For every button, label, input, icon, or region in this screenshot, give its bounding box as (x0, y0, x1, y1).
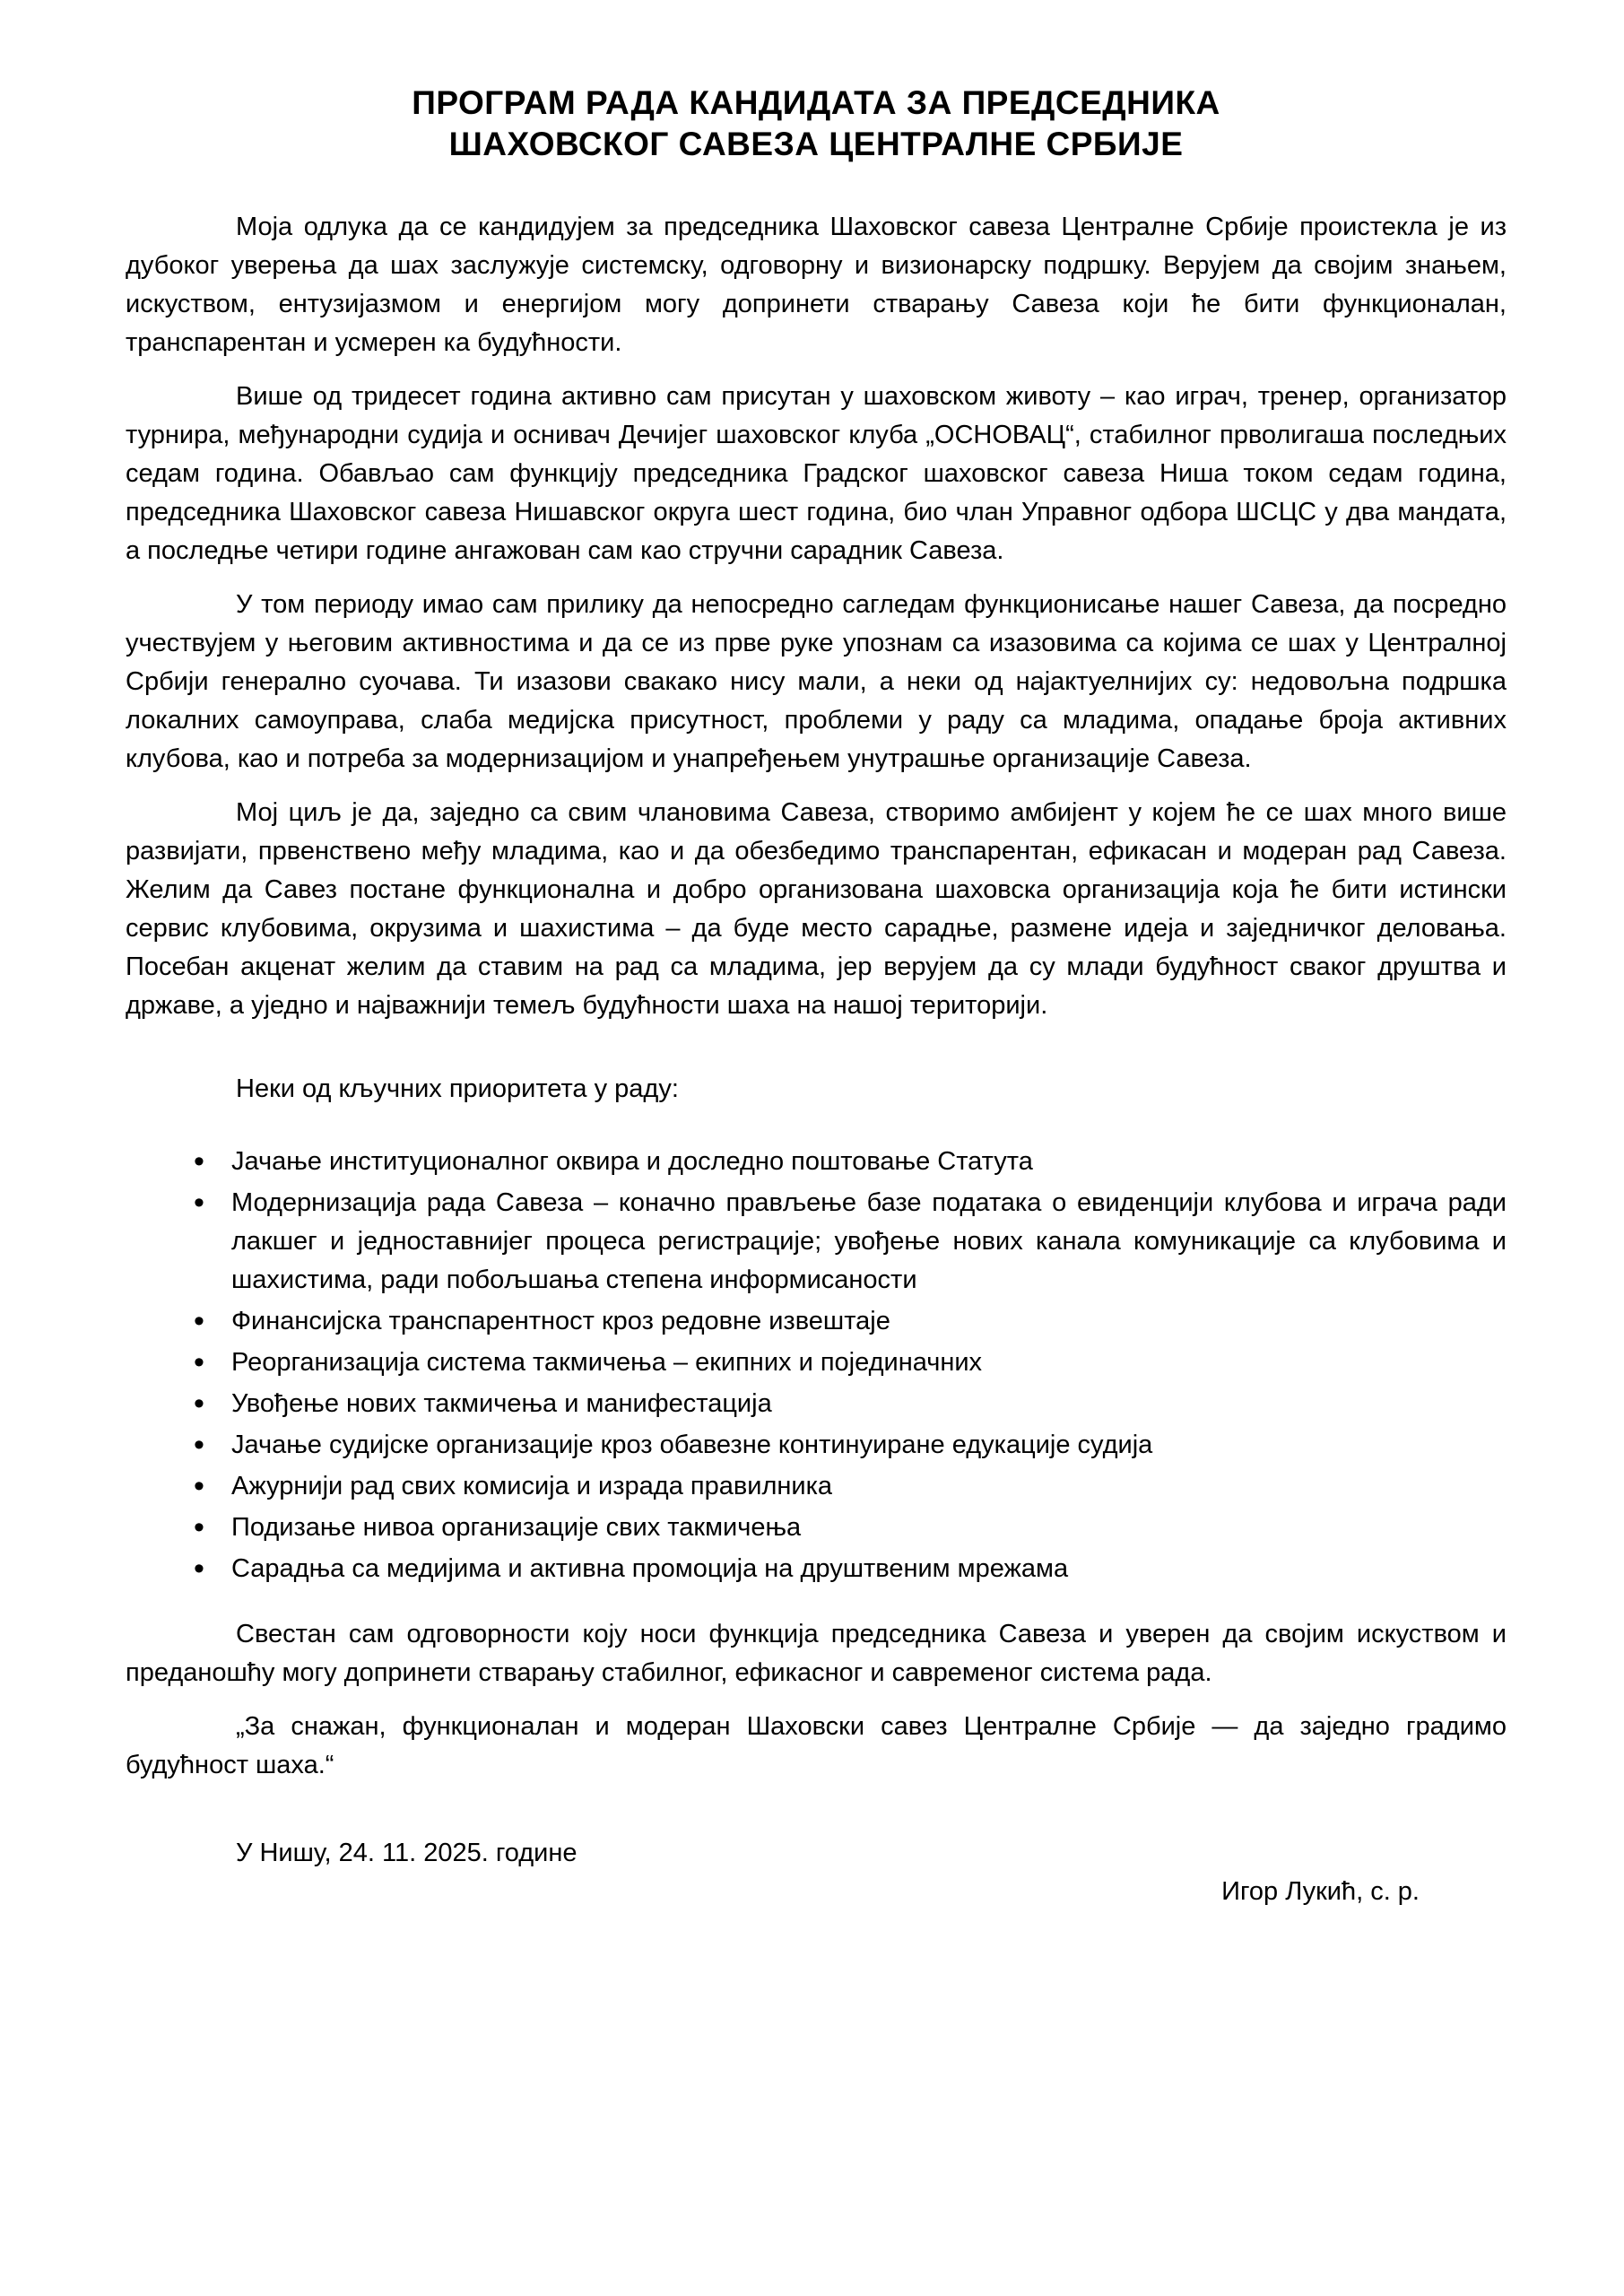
paragraph-motto: „За снажан, функционалан и модеран Шаховски савез Централне Србије — да заједно градимо будућност шаха.“ (126, 1712, 1507, 1779)
priority-item-2: • Модернизација рада Савеза – коначно прављење базе података о евиденцији клубова и играча ради лакшег и једноставнијег процеса регистрације; увођење нових канала комуникације са клубовима и шахистима, ради побољшања степена информисаности (231, 1184, 1507, 1300)
title-line-2: ШАХОВСКОГ САВЕЗА ЦЕНТРАЛНЕ СРБИЈЕ (448, 126, 1184, 162)
priority-item-4: • Реорганизација система такмичења – екипних и појединачних (231, 1344, 1507, 1382)
paragraph-challenges: У том периоду имао сам прилику да непосредно сагледам функционисање нашег Савеза, да посредно учествујем у његовим активностима и да се из прве руке упознам са изазовима са којима се шах у Централној Србији генерално суочава. Ти изазови свакако нису мали, а неки од најактуелнијих су: недовољна подршка локалних самоуправа, слаба медијска присутност, проблеми у раду са младима, опадање броја активних клубова, као и потреба за модернизацијом и унапређењем унутрашње организације Савеза. (126, 590, 1507, 773)
priority-item-7: • Ажурнији рад свих комисија и израда правилника (231, 1467, 1507, 1506)
priority-item-8: • Подизање нивоа организације свих такмичења (231, 1509, 1507, 1547)
paragraph-experience: Више од тридесет година активно сам присутан у шаховском животу – као играч, тренер, организатор турнира, међународни судија и оснивач Дечијег шаховског клуба „ОСНОВАЦ“, стабилног прволигаша последњих седам година. Обављао сам функцију председника Градског шаховског савеза Ниша током седам година, председника Шаховског савеза Нишавског округа шест година, био члан Управног одбора ШСЦС у два мандата, а последње четири године ангажован сам као стручни сарадник Савеза. (126, 382, 1507, 565)
title-line-1: ПРОГРАМ РАДА КАНДИДАТА ЗА ПРЕДСЕДНИКА (412, 84, 1220, 121)
paragraph-goal: Мој циљ је да, заједно са свим члановима Савеза, створимо амбијент у којем ће се шах много више развијати, првенствено међу младима, као и да обезбедимо транспарентан, ефикасан и модеран рад Савеза. Желим да Савез постане функционална и добро организована шаховска организација која ће бити истински сервис клубовима, окрузима и шахистима – да буде место сарадње, размене идеја и заједничког деловања. Посебан акценат желим да ставим на рад са младима, јер верујем да су млади будућност сваког друштва и државе, а уједно и најважнији темељ будућности шаха на нашој територији. (126, 798, 1507, 1020)
priority-item-1: • Јачање институционалног оквира и доследно поштовање Статута (231, 1143, 1507, 1181)
signature-line: Игор Лукић, с. р. (1221, 1877, 1420, 1906)
priorities-list (126, 1143, 1507, 1588)
priority-item-3: • Финансијска транспарентност кроз редовне извештаје (231, 1302, 1507, 1341)
document-title (126, 83, 1507, 165)
priority-item-5: • Увођење нових такмичења и манифестација (231, 1385, 1507, 1423)
paragraph-intro: Моја одлука да се кандидујем за председника Шаховског савеза Централне Србије проистекла је из дубоког уверења да шах заслужује системску, одговорну и визионарску подршку. Верујем да својим знањем, искуством, ентузијазмом и енергијом могу допринети стварању Савеза који ће бити функционалан, транспарентан и усмерен ка будућности. (126, 213, 1507, 357)
priorities-heading: Неки од кључних приоритета у раду: (236, 1074, 679, 1103)
paragraph-responsibility: Свестан сам одговорности коју носи функција председника Савеза и уверен да својим искуством и преданошћу могу допринети стварању стабилног, ефикасног и савременог система рада. (126, 1620, 1507, 1687)
date-place-line: У Нишу, 24. 11. 2025. године (236, 1839, 578, 1867)
priority-item-9: • Сарадња са медијима и активна промоција на друштвеним мрежама (231, 1550, 1507, 1588)
priority-item-6: • Јачање судијске организације кроз обавезне континуиране едукације судија (231, 1426, 1507, 1465)
